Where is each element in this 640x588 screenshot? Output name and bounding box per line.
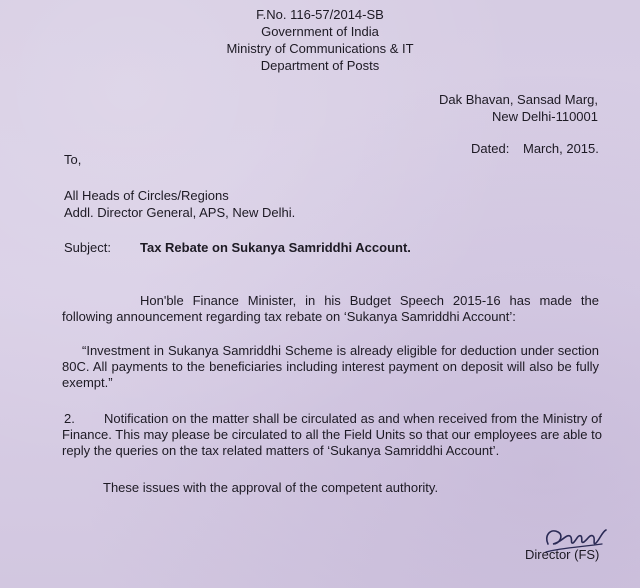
signatory-designation: Director (FS) — [525, 547, 600, 562]
to-label: To, — [64, 152, 82, 167]
government-line: Government of India — [261, 24, 379, 39]
address-line-2: New Delhi-110001 — [492, 109, 598, 124]
subject-label: Subject: — [64, 240, 111, 255]
ministry-line: Ministry of Communications & IT — [226, 41, 414, 56]
subject-text: Tax Rebate on Sukanya Samriddhi Account. — [140, 240, 411, 255]
department-line: Department of Posts — [260, 58, 380, 73]
paragraph-1: Hon'ble Finance Minister, in his Budget Speech 2015-16 has made the following announcement regarding tax rebate on ‘Sukanya Samriddhi Account’: — [62, 293, 599, 324]
quoted-announcement: “Investment in Sukanya Samriddhi Scheme is already eligible for deduction under section 80C. All payments to the beneficiaries including interest payment on deposit will also be fully exempt.” — [62, 343, 599, 390]
addressee-line-1: All Heads of Circles/Regions — [64, 188, 229, 203]
date-label: Dated: — [471, 141, 510, 156]
paragraph-3: These issues with the approval of the competent authority. — [103, 480, 439, 495]
paragraph-2-number: 2. — [64, 411, 75, 426]
address-line-1: Dak Bhavan, Sansad Marg, — [439, 92, 598, 107]
paragraph-2: Notification on the matter shall be circulated as and when received from the Ministry of Finance. This may please be circulated to all the Field Units so that our employees are able to reply the queries on the tax related matters of ‘Sukanya Samriddhi Account’. — [62, 411, 602, 458]
addressee-line-2: Addl. Director General, APS, New Delhi. — [64, 205, 296, 220]
file-number: F.No. 116-57/2014-SB — [256, 7, 384, 22]
date-value: March, 2015. — [523, 141, 599, 156]
